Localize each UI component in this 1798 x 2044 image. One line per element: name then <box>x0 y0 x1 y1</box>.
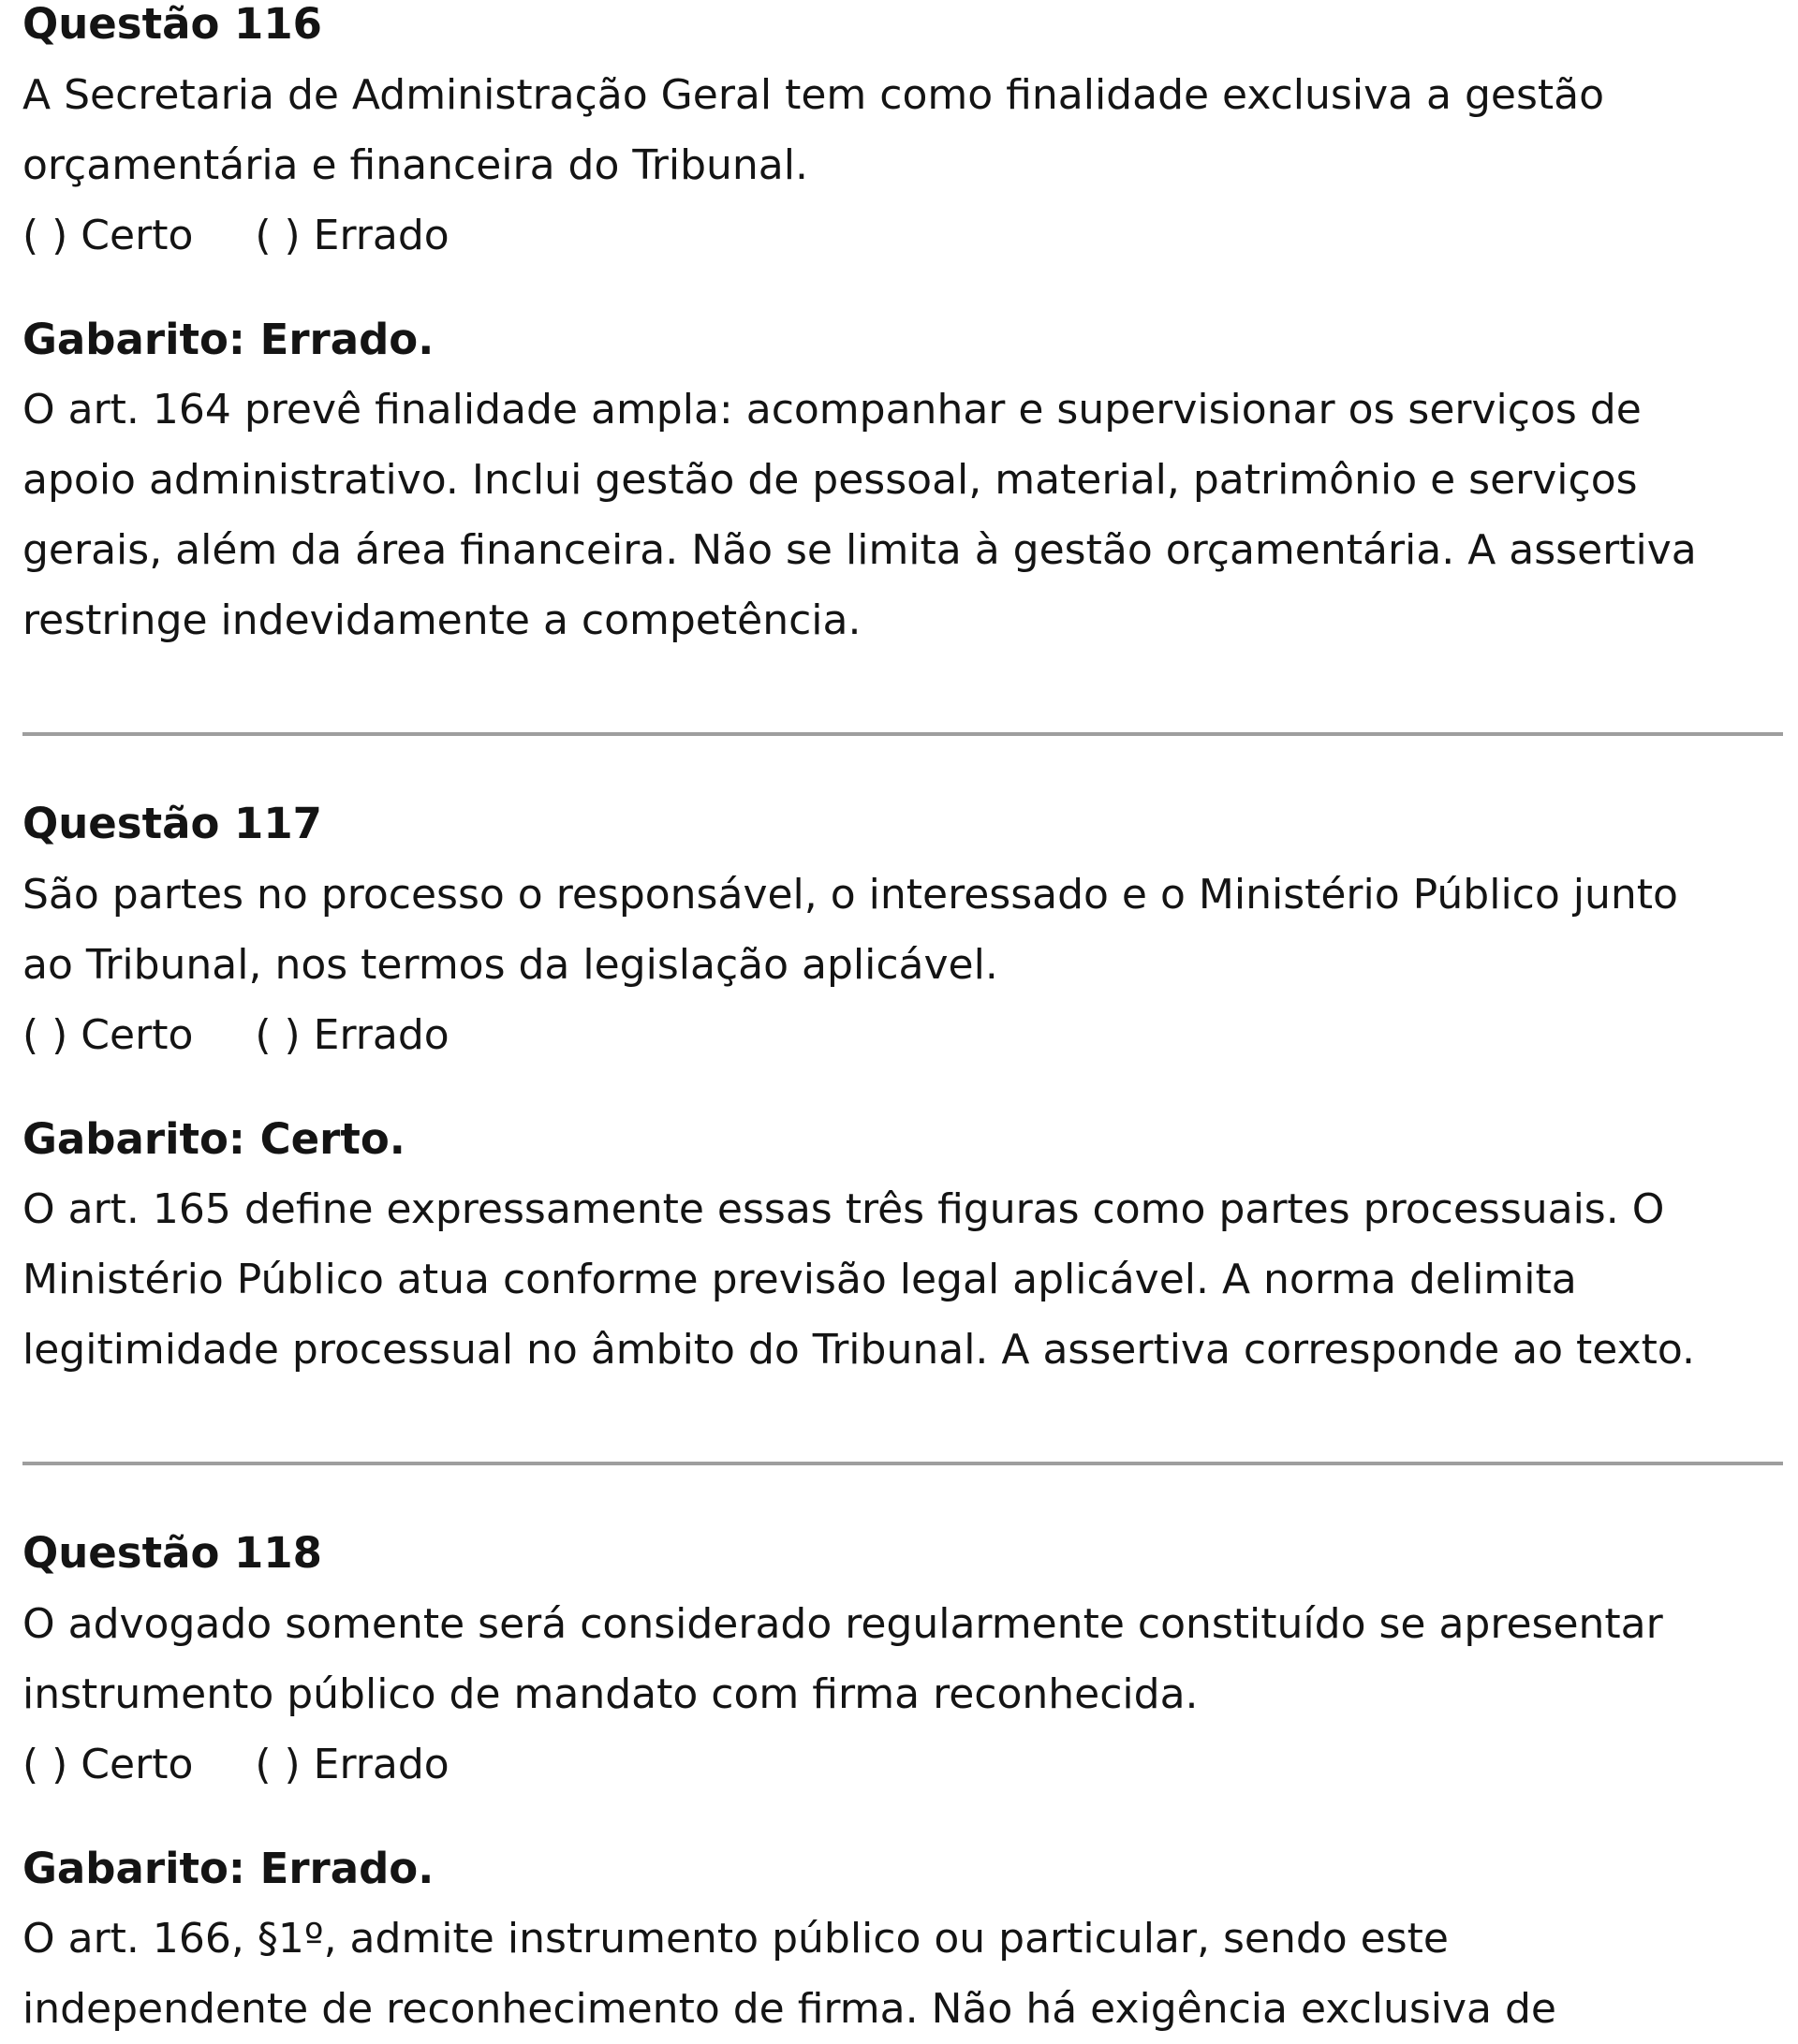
option-errado[interactable]: ( ) Errado <box>255 212 450 259</box>
option-errado[interactable]: ( ) Errado <box>255 1741 450 1788</box>
explanation-line: O art. 165 define expressamente essas três figuras como partes processuais. O <box>22 1185 1665 1233</box>
answer-key: Gabarito: Errado. <box>22 1844 435 1893</box>
answer-key: Gabarito: Certo. <box>22 1114 405 1164</box>
answer-options <box>22 1729 1783 1800</box>
answer-options <box>22 200 1783 271</box>
statement-line: O advogado somente será considerado regularmente constituído se apresentar <box>22 1600 1663 1648</box>
statement-line: instrumento público de mandato com firma reconhecida. <box>22 1670 1199 1718</box>
statement-line: orçamentária e financeira do Tribunal. <box>22 141 808 189</box>
explanation-line: apoio administrativo. Inclui gestão de pessoal, material, patrimônio e serviços <box>22 456 1638 504</box>
question-title: Questão 117 <box>22 799 322 848</box>
answer-explanation <box>22 1904 1783 2044</box>
statement-line: São partes no processo o responsável, o interessado e o Ministério Público junto <box>22 871 1678 919</box>
explanation-line: O art. 166, §1º, admite instrumento público ou particular, sendo este <box>22 1915 1449 1963</box>
option-certo[interactable]: ( ) Certo <box>22 1741 194 1788</box>
question-statement <box>22 60 1783 200</box>
question-118 <box>22 1518 1783 2044</box>
question-117 <box>22 788 1783 1385</box>
answer-key: Gabarito: Errado. <box>22 315 435 364</box>
question-statement <box>22 860 1783 1000</box>
option-errado[interactable]: ( ) Errado <box>255 1011 450 1059</box>
question-116 <box>22 0 1783 655</box>
explanation-line: restringe indevidamente a competência. <box>22 596 862 644</box>
answer-explanation <box>22 1174 1783 1385</box>
explanation-line: independente de reconhecimento de firma. Não há exigência exclusiva de <box>22 1985 1556 2033</box>
answer-options <box>22 1000 1783 1070</box>
explanation-line: legitimidade processual no âmbito do Tribunal. A assertiva corresponde ao texto. <box>22 1326 1696 1374</box>
section-divider <box>22 1462 1783 1465</box>
explanation-line: Ministério Público atua conforme previsão legal aplicável. A norma delimita <box>22 1256 1577 1303</box>
answer-explanation <box>22 375 1783 655</box>
question-title: Questão 118 <box>22 1528 322 1578</box>
statement-line: A Secretaria de Administração Geral tem como finalidade exclusiva a gestão <box>22 71 1605 119</box>
option-certo[interactable]: ( ) Certo <box>22 1011 194 1059</box>
explanation-line: O art. 164 prevê finalidade ampla: acompanhar e supervisionar os serviços de <box>22 386 1642 434</box>
statement-line: ao Tribunal, nos termos da legislação aplicável. <box>22 941 998 989</box>
explanation-line: gerais, além da área financeira. Não se limita à gestão orçamentária. A assertiva <box>22 526 1697 574</box>
question-statement <box>22 1589 1783 1729</box>
section-divider <box>22 732 1783 736</box>
question-title: Questão 116 <box>22 0 322 49</box>
option-certo[interactable]: ( ) Certo <box>22 212 194 259</box>
